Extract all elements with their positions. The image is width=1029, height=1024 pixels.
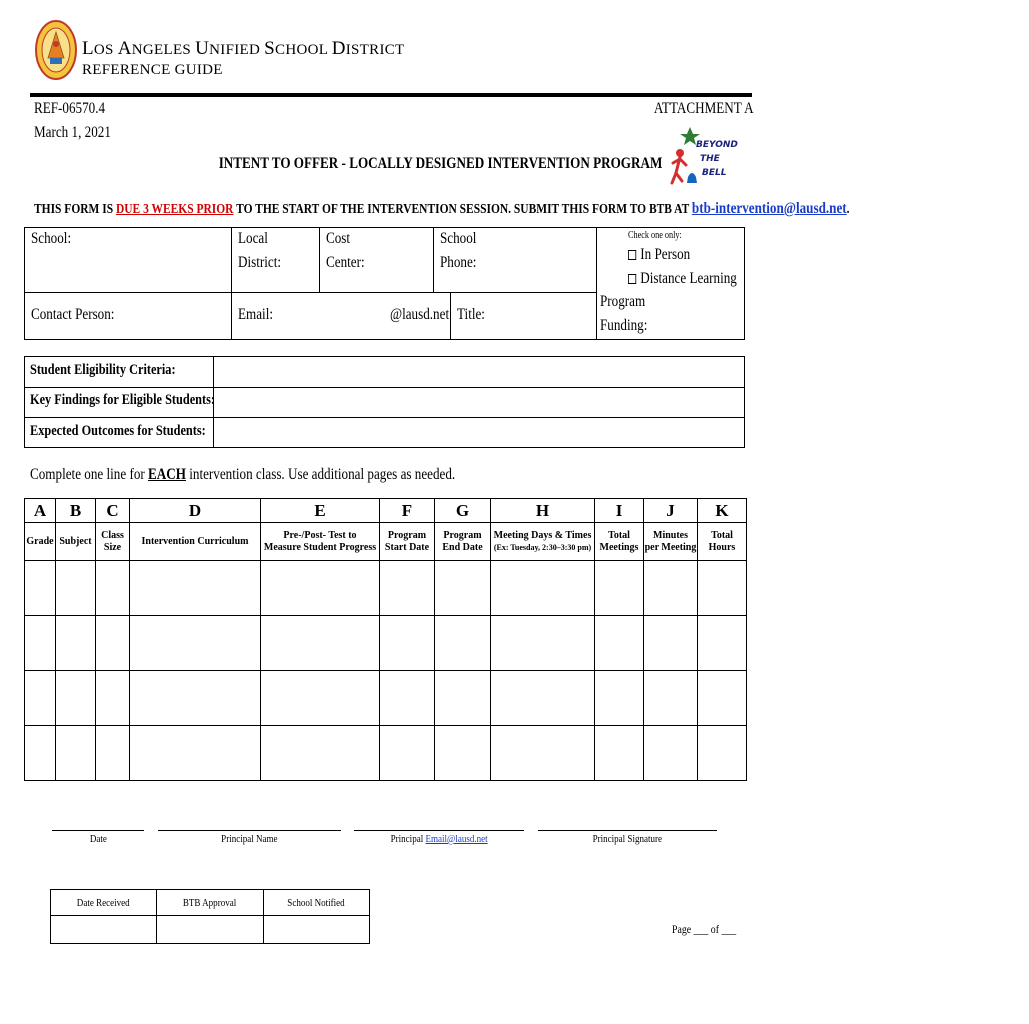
- in-person-checkbox[interactable]: [628, 250, 636, 260]
- table-cell[interactable]: [380, 616, 435, 671]
- table-cell[interactable]: [698, 726, 747, 781]
- table-cell[interactable]: [25, 616, 56, 671]
- col-letter-d: D: [130, 499, 261, 523]
- principal-signature-label: Principal Signature: [592, 833, 663, 845]
- col-letter-b: B: [56, 499, 96, 523]
- svg-text:THE: THE: [700, 154, 720, 164]
- table-cell[interactable]: [96, 671, 130, 726]
- reference-guide-subtitle: REFERENCE GUIDE: [82, 62, 223, 78]
- table-cell[interactable]: [380, 671, 435, 726]
- attachment-label: ATTACHMENT A: [654, 100, 754, 117]
- col-letter-i: I: [595, 499, 644, 523]
- table-cell[interactable]: [644, 616, 698, 671]
- table-cell[interactable]: [25, 726, 56, 781]
- in-person-option[interactable]: In Person: [628, 246, 704, 264]
- check-one-label: Check one only:: [628, 230, 682, 241]
- col-letter-e: E: [261, 499, 380, 523]
- principal-name-label: Principal Name: [221, 833, 278, 845]
- date-signature-line[interactable]: [52, 830, 144, 831]
- table-instructions: Complete one line for EACH intervention class. Use additional pages as needed.: [30, 466, 456, 483]
- table-cell[interactable]: [261, 726, 380, 781]
- btb-approval-input[interactable]: [157, 916, 263, 944]
- table-cell[interactable]: [56, 726, 96, 781]
- table-cell[interactable]: [130, 726, 261, 781]
- table-cell[interactable]: [380, 726, 435, 781]
- office-use-table: [50, 889, 370, 944]
- info-col-divider: [433, 227, 434, 292]
- table-cell[interactable]: [435, 726, 491, 781]
- program-funding-field[interactable]: Program: [600, 293, 646, 310]
- district-name: LOS ANGELES UNIFIED SCHOOL DISTRICT: [82, 38, 405, 59]
- table-cell[interactable]: [698, 616, 747, 671]
- table-cell[interactable]: [491, 671, 595, 726]
- table-cell[interactable]: [644, 561, 698, 616]
- header-total-meetings: Total Meetings: [595, 523, 644, 561]
- col-letter-k: K: [698, 499, 747, 523]
- school-notified-input[interactable]: [263, 916, 369, 944]
- contact-person-field[interactable]: Contact Person:: [31, 306, 115, 323]
- expected-outcomes-input[interactable]: [214, 418, 744, 447]
- title-field[interactable]: Title:: [457, 306, 485, 323]
- table-cell[interactable]: [130, 616, 261, 671]
- table-cell[interactable]: [56, 561, 96, 616]
- table-cell[interactable]: [96, 561, 130, 616]
- header-end-date: Program End Date: [435, 523, 491, 561]
- email-domain-label: @lausd.net: [390, 306, 450, 323]
- header-start-date: Program Start Date: [380, 523, 435, 561]
- date-received-input[interactable]: [51, 916, 157, 944]
- info-row-divider: [24, 292, 596, 293]
- table-cell[interactable]: [595, 616, 644, 671]
- svg-text:BELL: BELL: [702, 168, 727, 178]
- table-cell[interactable]: [698, 671, 747, 726]
- table-row: [25, 616, 747, 671]
- col-letter-c: C: [96, 499, 130, 523]
- local-district-label: District:: [238, 254, 281, 271]
- submission-notice: THIS FORM IS DUE 3 WEEKS PRIOR TO THE START OF THE INTERVENTION SESSION. SUBMIT THIS FORM TO BTB AT btb-intervention@lausd.net.: [34, 200, 850, 217]
- table-cell[interactable]: [261, 561, 380, 616]
- eligibility-criteria-input[interactable]: [214, 357, 744, 387]
- reference-date: March 1, 2021: [34, 124, 111, 141]
- table-cell[interactable]: [25, 671, 56, 726]
- school-notified-label: School Notified: [263, 890, 369, 916]
- intervention-class-table: [24, 498, 747, 781]
- local-district-field[interactable]: Local: [238, 230, 268, 247]
- svg-text:BEYOND: BEYOND: [696, 140, 738, 150]
- table-cell[interactable]: [595, 561, 644, 616]
- header-meeting-days-times: Meeting Days & Times (Ex: Tuesday, 2:30–3:30 pm): [491, 523, 595, 561]
- info-col-divider: [596, 227, 597, 340]
- col-letter-a: A: [25, 499, 56, 523]
- table-cell[interactable]: [56, 616, 96, 671]
- table-cell[interactable]: [56, 671, 96, 726]
- lausd-seal-logo: [34, 18, 78, 82]
- header-pre-post-test: Pre-/Post- Test to Measure Student Progress: [261, 523, 380, 561]
- header-class-size: Class Size: [96, 523, 130, 561]
- info-col-divider: [319, 227, 320, 292]
- table-cell[interactable]: [380, 561, 435, 616]
- email-field[interactable]: Email:: [238, 306, 273, 323]
- school-phone-field[interactable]: School: [440, 230, 477, 247]
- table-cell[interactable]: [96, 726, 130, 781]
- table-cell[interactable]: [130, 561, 261, 616]
- col-letter-j: J: [644, 499, 698, 523]
- principal-email-line[interactable]: [354, 830, 524, 831]
- table-cell[interactable]: [96, 616, 130, 671]
- table-cell[interactable]: [25, 561, 56, 616]
- date-received-label: Date Received: [51, 890, 157, 916]
- table-cell[interactable]: [644, 726, 698, 781]
- key-findings-input[interactable]: [214, 388, 744, 417]
- btb-email-link[interactable]: btb-intervention@lausd.net: [691, 200, 847, 217]
- reference-number: REF-06570.4: [34, 100, 106, 117]
- header-subject: Subject: [56, 523, 96, 561]
- table-cell[interactable]: [491, 616, 595, 671]
- table-cell[interactable]: [595, 726, 644, 781]
- distance-learning-checkbox[interactable]: [628, 274, 636, 284]
- key-findings-label: Key Findings for Eligible Students:: [30, 392, 215, 408]
- table-cell[interactable]: [491, 561, 595, 616]
- form-title: INTENT TO OFFER - LOCALLY DESIGNED INTERVENTION PROGRAM: [218, 155, 663, 172]
- school-field[interactable]: School:: [31, 230, 72, 247]
- page-number: Page ___ of ___: [672, 922, 737, 936]
- distance-learning-option[interactable]: Distance Learning: [628, 270, 761, 288]
- school-phone-label: Phone:: [440, 254, 477, 271]
- btb-approval-label: BTB Approval: [157, 890, 263, 916]
- header-intervention-curriculum: Intervention Curriculum: [130, 523, 261, 561]
- table-cell[interactable]: [644, 671, 698, 726]
- expected-outcomes-label: Expected Outcomes for Students:: [30, 423, 206, 439]
- table-cell[interactable]: [595, 671, 644, 726]
- cost-center-label: Center:: [326, 254, 365, 271]
- col-letter-f: F: [380, 499, 435, 523]
- header-total-hours: Total Hours: [698, 523, 747, 561]
- table-cell[interactable]: [435, 616, 491, 671]
- col-letter-h: H: [491, 499, 595, 523]
- table-row: [25, 561, 747, 616]
- cost-center-field[interactable]: Cost: [326, 230, 351, 247]
- header-minutes-per-meeting: Minutes per Meeting: [644, 523, 698, 561]
- col-letter-g: G: [435, 499, 491, 523]
- header-grade: Grade: [25, 523, 56, 561]
- beyond-the-bell-logo: [670, 125, 738, 190]
- program-funding-label: Funding:: [600, 317, 648, 334]
- info-col-divider: [231, 227, 232, 340]
- eligibility-criteria-label: Student Eligibility Criteria:: [30, 362, 176, 378]
- table-cell[interactable]: [491, 726, 595, 781]
- table-cell[interactable]: [261, 671, 380, 726]
- table-cell[interactable]: [698, 561, 747, 616]
- date-label: Date: [89, 833, 107, 845]
- header-rule: [30, 93, 752, 97]
- table-row: [25, 671, 747, 726]
- table-cell[interactable]: [130, 671, 261, 726]
- table-row: [25, 726, 747, 781]
- principal-name-line[interactable]: [158, 830, 341, 831]
- table-cell[interactable]: [435, 671, 491, 726]
- due-deadline: DUE 3 WEEKS PRIOR: [115, 202, 234, 217]
- principal-email-label: Principal Email@lausd.net: [390, 833, 488, 845]
- principal-signature-line[interactable]: [538, 830, 717, 831]
- table-cell[interactable]: [261, 616, 380, 671]
- table-cell[interactable]: [435, 561, 491, 616]
- principal-email-link[interactable]: Email@lausd.net: [425, 833, 488, 845]
